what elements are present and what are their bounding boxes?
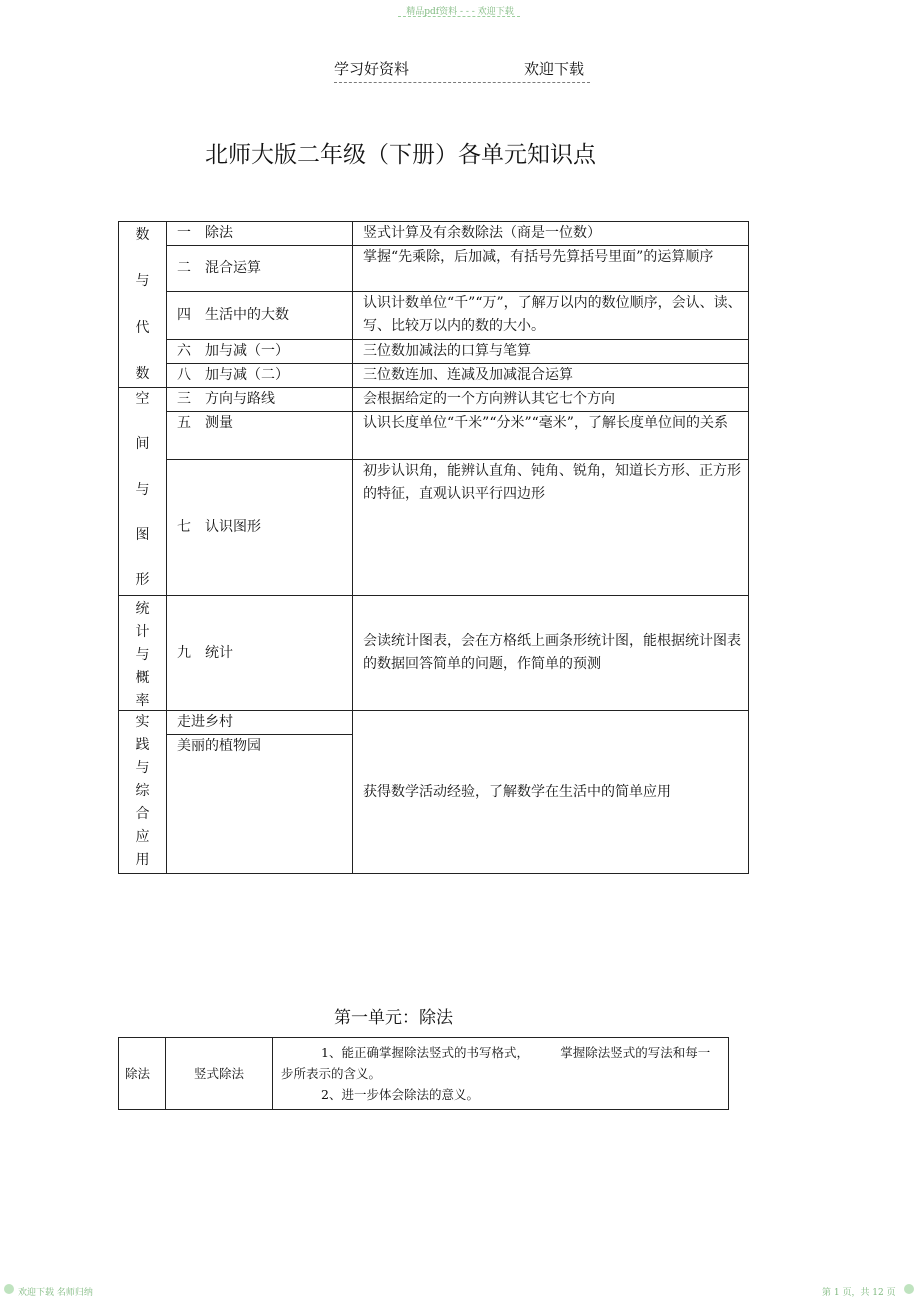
unit-cell: 六 加与减（一） — [167, 340, 353, 364]
unit-cell: 五 测量 — [167, 412, 353, 460]
desc-cell: 认识计数单位“千”“万”，了解万以内的数位顺序，会认、读、写、比较万以内的数的大小。 — [353, 292, 749, 340]
objective-line-2: 2、进一步体会除法的意义。 — [321, 1087, 479, 1102]
table-row — [119, 711, 749, 735]
desc-cell: 初步认识角，能辨认直角、钝角、锐角，知道长方形、正方形的特征，直观认识平行四边形 — [353, 460, 749, 596]
table-row — [119, 364, 749, 388]
watermark-bottom-left: 欢迎下载 名师归纳 — [18, 1288, 93, 1298]
table-row — [119, 1038, 729, 1110]
page-number: 第 1 页，共 12 页 — [822, 1288, 896, 1298]
category-space-shape: 空 间 与 图 形 — [119, 388, 167, 596]
unit-cell: 九 统计 — [167, 596, 353, 711]
table-row — [119, 340, 749, 364]
unit-cell: 美丽的植物园 — [167, 735, 353, 874]
table-row — [119, 388, 749, 412]
objective-cell — [273, 1038, 729, 1110]
unit-cell: 走进乡村 — [167, 711, 353, 735]
category-statistics: 统 计 与 概 率 — [119, 596, 167, 711]
table-row — [119, 412, 749, 460]
unit-cell: 八 加与减（二） — [167, 364, 353, 388]
category-practice: 实 践 与 综 合 应 用 — [119, 711, 167, 874]
page-header — [334, 58, 590, 83]
watermark-logo-icon — [4, 1284, 14, 1294]
unit-cell: 七 认识图形 — [167, 460, 353, 596]
watermark-top: 精品pdf资料 - - - 欢迎下载 — [406, 7, 514, 17]
table-row — [119, 460, 749, 596]
table-row — [119, 292, 749, 340]
objective-line-1: 1、能正确掌握除法竖式的书写格式， 掌握除法竖式的写法和每一步所表示的含义。 — [281, 1045, 711, 1081]
unit-cell: 三 方向与路线 — [167, 388, 353, 412]
category-number-algebra: 数 与 代 数 — [119, 222, 167, 388]
division-table — [118, 1037, 729, 1110]
table-row — [119, 222, 749, 246]
table-row — [119, 246, 749, 292]
desc-cell: 会读统计图表，会在方格纸上画条形统计图，能根据统计图表的数据回答简单的问题，作简单的预测 — [353, 596, 749, 711]
table-row — [119, 596, 749, 711]
desc-cell: 三位数加减法的口算与笔算 — [353, 340, 749, 364]
unit-cell: 二 混合运算 — [167, 246, 353, 292]
header-right: 欢迎下载 — [524, 60, 585, 78]
desc-cell: 认识长度单位“千米”“分米”“毫米”，了解长度单位间的关系 — [353, 412, 749, 460]
watermark-logo-icon — [904, 1284, 914, 1294]
watermark-top-line — [398, 16, 520, 17]
desc-cell: 三位数连加、连减及加减混合运算 — [353, 364, 749, 388]
section-title: 第一单元：除法 — [334, 1008, 453, 1028]
desc-cell: 竖式计算及有余数除法（商是一位数） — [353, 222, 749, 246]
desc-cell: 掌握“先乘除，后加减，有括号先算括号里面”的运算顺序 — [353, 246, 749, 292]
unit-cell: 一 除法 — [167, 222, 353, 246]
desc-cell: 获得数学活动经验，了解数学在生活中的简单应用 — [353, 711, 749, 874]
topic-cell: 除法 — [119, 1038, 166, 1110]
knowledge-table — [118, 221, 749, 874]
header-left: 学习好资料 — [334, 60, 410, 78]
subtopic-cell: 竖式除法 — [166, 1038, 273, 1110]
desc-cell: 会根据给定的一个方向辨认其它七个方向 — [353, 388, 749, 412]
document-title: 北师大版二年级（下册）各单元知识点 — [205, 142, 596, 168]
unit-cell: 四 生活中的大数 — [167, 292, 353, 340]
